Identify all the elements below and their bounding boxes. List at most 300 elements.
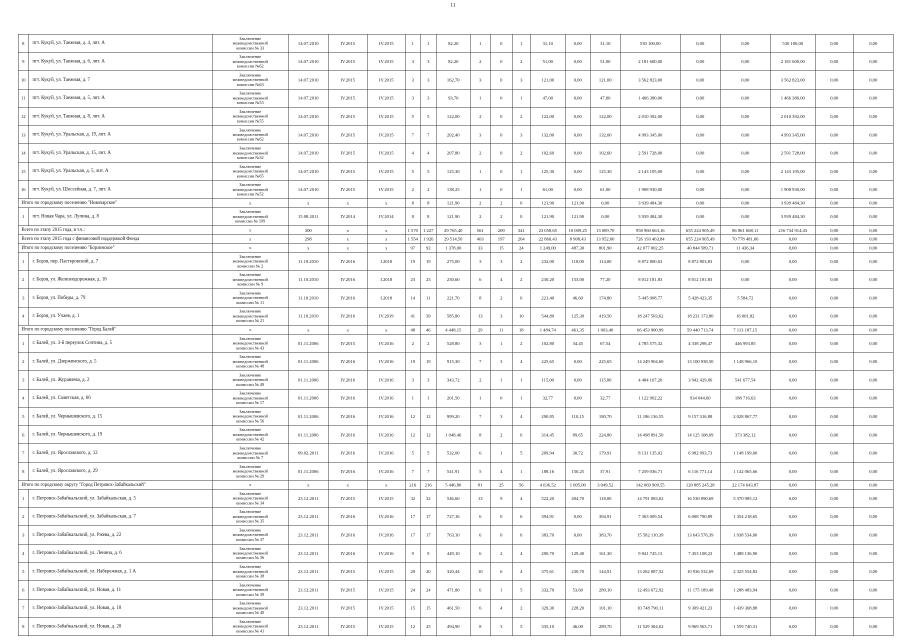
cell-resettled-area-total: 32,77 (530, 389, 565, 407)
cell-cost-fund: 0,00 (680, 144, 720, 162)
cell-cost-extra: 0,00 (815, 226, 853, 235)
cell-apartments-private: 0 (490, 34, 512, 52)
total-row (18, 199, 893, 208)
cell-residents-resettled: 9 (420, 544, 436, 562)
total-row-label: Итого по городскому округу "Город Петровск-Забайкальский" (18, 481, 212, 490)
cell-cost-other: 0,00 (853, 53, 893, 71)
table-row (18, 89, 893, 107)
cell-apartments-municipal: 1 (512, 162, 530, 180)
cell-address: пгт. Кукуй, ул. Уральская, д. 19, лит. А (28, 126, 212, 144)
cell-row-number: 5 (18, 563, 28, 581)
cell-apartments-private: 4 (490, 462, 512, 480)
cell-cost-local-budget: 0,00 (770, 617, 815, 635)
cell-apartments-private: 1 (490, 444, 512, 462)
cell-apartments-total: 8 (470, 426, 490, 444)
cell-planned-completion: IV.2016 (328, 252, 367, 270)
cell-address: пгт. Кукуй, ул. Таежная, д. 5, лит. А (28, 89, 212, 107)
cell-cost-local-budget: 4 993 345,00 (770, 126, 815, 144)
cell-cost-extra: 0,00 (815, 53, 853, 71)
cell-resettled-area-private: 0,00 (565, 526, 590, 544)
cell-actual-completion: IV.2016 (367, 407, 405, 425)
cell-cost-other: 0,00 (853, 544, 893, 562)
cell-row-number: 3 (18, 371, 28, 389)
cell-resettled-area-total: 102,60 (530, 144, 565, 162)
cell-cost-total: 14 498 891,50 (620, 426, 680, 444)
cell-resettled-area-private: 0,00 (565, 89, 590, 107)
cell-apartments-private: 2 (490, 199, 512, 208)
cell-resettled-area-municipal: 31,10 (590, 34, 620, 52)
cell-cost-local-budget: 0,00 (770, 235, 815, 244)
cell-apartments-private: 15 (490, 244, 512, 253)
cell-cost-regional-budget: 0,00 (720, 53, 770, 71)
cell-act-date: 23.12.2011 (288, 526, 328, 544)
table-row (18, 462, 893, 480)
cell-residents-planned: 15 (405, 599, 420, 617)
cell-apartments-total: 8 (470, 289, 490, 307)
cell-address: пгт. Кукуй, ул. Таежная, д. 7 (28, 71, 212, 89)
cell-cost-regional-budget: 16 001,82 (720, 307, 770, 325)
cell-apartments-total: 6 (470, 508, 490, 526)
cell-resettled-area-private: 228,20 (565, 599, 590, 617)
cell-cost-total: 1 466 380,00 (620, 89, 680, 107)
cell-apartments-private: 1 (490, 371, 512, 389)
cell-house-area: 138,25 (436, 181, 470, 199)
cell-address: г. Петровск-Забайкальский, ул. Забайкальская, д. 7 (28, 508, 212, 526)
cell-residents-planned: 12 (405, 426, 420, 444)
cell-address: пгт. Кукуй, ул. Таежная, д. 8, лит. А (28, 107, 212, 125)
cell-cost-fund: 0,00 (680, 53, 720, 71)
cell-resettled-area-total: 375,61 (530, 563, 565, 581)
cell-apartments-municipal: 2 (512, 252, 530, 270)
cell-address: г. Петровск-Забайкальский, ул. Набережная, д. 1 А (28, 563, 212, 581)
cell-house-area: 82,20 (436, 34, 470, 52)
cell-inspection-act: Заключение межведомственной комиссии №65 (212, 162, 288, 180)
cell-resettled-area-municipal: 289,10 (590, 581, 620, 599)
cell-resettled-area-private: 461,35 (565, 325, 590, 334)
cell-cost-total: 11 186 136,55 (620, 407, 680, 425)
cell-cost-other: 0,00 (853, 371, 893, 389)
cell-apartments-total: 1 (470, 34, 490, 52)
cell-cost-extra: 0,00 (815, 563, 853, 581)
cell-resettled-area-total: 121,90 (530, 199, 565, 208)
total-row (18, 481, 893, 490)
cell-cost-extra: 0,00 (815, 71, 853, 89)
cell-residents-resettled: 3 (420, 71, 436, 89)
cell-resettled-area-private: 10 009,25 (565, 226, 590, 235)
cell-inspection-act: Заключение межведомственной комиссии № 2 (212, 252, 288, 270)
cell-apartments-private: 3 (490, 252, 512, 270)
cell-cost-other: 0,00 (853, 563, 893, 581)
cell-apartments-municipal: 4 (512, 563, 530, 581)
table-row (18, 489, 893, 507)
cell-cost-fund: 6 116 771,14 (680, 462, 720, 480)
cell-actual-completion: IV.2016 (367, 389, 405, 407)
cell-residents-resettled: 1 (420, 34, 436, 52)
cell-inspection-act: Заключение межведомственной комиссии №52 (212, 181, 288, 199)
cell-apartments-private: 0 (490, 107, 512, 125)
cell-resettled-area-total: 47,00 (530, 89, 565, 107)
table-row (18, 563, 893, 581)
cell-apartments-total: 3 (470, 334, 490, 352)
cell-apartments-total: 5 (470, 462, 490, 480)
cell-residents-planned: 8 (405, 199, 420, 208)
cell-act-date: 15.08.2011 (288, 208, 328, 226)
cell-apartments-total: 33 (470, 244, 490, 253)
cell-planned-completion: IV.2015 (328, 107, 367, 125)
cell-resettled-area-total: 1 249,00 (530, 244, 565, 253)
cell-cost-regional-budget: 0,00 (720, 252, 770, 270)
cell-cost-total: 530 100,00 (620, 34, 680, 52)
cell-residents-planned: 1 (405, 389, 420, 407)
cell-cost-fund: 59 440 713,74 (680, 325, 720, 334)
cell-resettled-area-total: 290,70 (530, 544, 565, 562)
cell-actual-completion: IV.2015 (367, 89, 405, 107)
cell-cost-extra: 0,00 (815, 581, 853, 599)
cell-apartments-total: 2 (470, 208, 490, 226)
cell-address: г. Балей, ул. Ярославского, д. 29 (28, 462, 212, 480)
cell-cost-regional-budget: 0,00 (720, 126, 770, 144)
cell-cost-total: 3 939 484,30 (620, 208, 680, 226)
cell-cost-extra: 0,00 (815, 162, 853, 180)
cell-cost-local-budget: 2 181 600,00 (770, 53, 815, 71)
cell-act-date: 23.12.2011 (288, 508, 328, 526)
cell-house-area: 122,00 (436, 107, 470, 125)
cell-cost-extra: 0,00 (815, 334, 853, 352)
cell-cost-extra: 0,00 (815, 181, 853, 199)
cell-house-area: 121,90 (436, 208, 470, 226)
cell-apartments-municipal: 6 (512, 426, 530, 444)
cell-inspection-act: Заключение межведомственной комиссии № 56 (212, 407, 288, 425)
total-row-label: Всего по этапу 2015 года с финансовой поддержкой Фонда (18, 235, 212, 244)
cell-planned-completion: IV.2015 (328, 599, 367, 617)
cell-house-area: 585,80 (436, 307, 470, 325)
cell-actual-completion: I.2018 (367, 289, 405, 307)
table-row (18, 252, 893, 270)
cell-row-number: 9 (18, 53, 28, 71)
cell-apartments-total: 6 (470, 599, 490, 617)
cell-cost-fund: 10 936 532,69 (680, 563, 720, 581)
cell-house-area: 461,50 (436, 599, 470, 617)
cell-residents-planned: 3 (405, 71, 420, 89)
cell-cost-extra: 0,00 (815, 407, 853, 425)
cell-cost-local-budget: 2 143 105,00 (770, 162, 815, 180)
table-container (18, 34, 893, 636)
table-row (18, 508, 893, 526)
total-row-label: Итого по городскому поселению "Новочарское" (18, 199, 212, 208)
table-row (18, 289, 893, 307)
cell-apartments-total: 3 (470, 126, 490, 144)
cell-planned-completion: IV.2015 (328, 71, 367, 89)
cell-cost-other: 0,00 (853, 181, 893, 199)
cell-cost-extra: 0,00 (815, 144, 853, 162)
cell-resettled-area-municipal: 225,65 (590, 353, 620, 371)
cell-row-number: 6 (18, 581, 28, 599)
cell-cost-fund: 0,00 (680, 34, 720, 52)
table-row (18, 334, 893, 352)
cell-actual-completion: IV.2014 (367, 208, 405, 226)
table-row (18, 181, 893, 199)
cell-cost-fund: 0,00 (680, 199, 720, 208)
cell-resettled-area-total: 31,10 (530, 34, 565, 52)
cell-cost-total: 142 069 909,55 (620, 481, 680, 490)
cell-residents-resettled: 32 (420, 489, 436, 507)
cell-cost-local-budget: 0,00 (770, 489, 815, 507)
table-row (18, 53, 893, 71)
table-row (18, 526, 893, 544)
cell-cost-total: 42 077 002,25 (620, 244, 680, 253)
cell-apartments-private: 1 (490, 334, 512, 352)
cell-residents-planned: 7 (405, 126, 420, 144)
cell-planned-completion: IV.2016 (328, 544, 367, 562)
cell-residents-resettled: 92 (420, 244, 436, 253)
cell-act-date: 14.07.2010 (288, 71, 328, 89)
cell-residents-planned: 1 (405, 34, 420, 52)
cell-row-number: 8 (18, 617, 28, 635)
cell-apartments-total: 6 (470, 544, 490, 562)
cell-actual-completion: x (367, 199, 405, 208)
cell-cost-fund: 6 982 993,73 (680, 444, 720, 462)
cell-row-number: 5 (18, 407, 28, 425)
table-row (18, 544, 893, 562)
cell-resettled-area-municipal: 224,80 (590, 426, 620, 444)
cell-cost-other: 0,00 (853, 252, 893, 270)
cell-resettled-area-municipal: 3 049,52 (590, 481, 620, 490)
cell-actual-completion: x (367, 244, 405, 253)
cell-address: г. Петровск-Забайкальский, ул. Новая, д. 18 (28, 599, 212, 617)
cell-cost-fund: 655 224 905,49 (680, 226, 720, 235)
cell-address: г. Петровск-Забайкальский, ул. Новая, д. 20 (28, 617, 212, 635)
cell-planned-completion: IV.2016 (328, 407, 367, 425)
total-row (18, 235, 893, 244)
cell-residents-resettled: 17 (420, 526, 436, 544)
cell-apartments-municipal: 5 (512, 617, 530, 635)
cell-inspection-act: x (212, 235, 288, 244)
cell-cost-other: 0,00 (853, 126, 893, 144)
cell-cost-other: 0,00 (853, 244, 893, 253)
cell-apartments-municipal: 1 (512, 89, 530, 107)
cell-resettled-area-municipal: 801,90 (590, 244, 620, 253)
cell-resettled-area-municipal: 174,80 (590, 289, 620, 307)
cell-resettled-area-private: 404,70 (565, 489, 590, 507)
cell-cost-local-budget: 0,00 (770, 407, 815, 425)
page-number-container (443, 2, 463, 10)
cell-house-area: 275,00 (436, 252, 470, 270)
cell-row-number: 11 (18, 89, 28, 107)
cell-resettled-area-municipal: 132,00 (590, 126, 620, 144)
cell-residents-resettled: 12 (420, 407, 436, 425)
cell-apartments-municipal: 24 (512, 244, 530, 253)
cell-apartments-private: 0 (490, 508, 512, 526)
cell-resettled-area-municipal: 13 952,00 (590, 235, 620, 244)
cell-resettled-area-total: 188,16 (530, 462, 565, 480)
cell-actual-completion: IV.2015 (367, 71, 405, 89)
cell-cost-regional-budget: 22 174 643,87 (720, 481, 770, 490)
cell-planned-completion: IV.2015 (328, 126, 367, 144)
cell-resettled-area-total: 230,20 (530, 271, 565, 289)
cell-planned-completion: IV.2015 (328, 489, 367, 507)
cell-act-date: x (288, 199, 328, 208)
cell-cost-extra: 0,00 (815, 526, 853, 544)
cell-inspection-act: x (212, 481, 288, 490)
cell-actual-completion: IV.2019 (367, 307, 405, 325)
cell-inspection-act: Заключение межведомственной комиссии № 11 (212, 289, 288, 307)
cell-resettled-area-private: 30,72 (565, 444, 590, 462)
cell-cost-extra: 0,00 (815, 107, 853, 125)
cell-cost-local-budget: 1 908 930,00 (770, 181, 815, 199)
cell-residents-planned: 2 (405, 334, 420, 352)
cell-resettled-area-total: 23 058,65 (530, 226, 565, 235)
cell-residents-planned: 7 (405, 462, 420, 480)
cell-resettled-area-municipal: 0,00 (590, 199, 620, 208)
cell-cost-local-budget: 0,00 (770, 581, 815, 599)
cell-residents-resettled: 19 (420, 252, 436, 270)
cell-inspection-act: Заключение межведомственной комиссии № 49 (212, 371, 288, 389)
cell-inspection-act: Заключение межведомственной комиссии №32 (212, 144, 288, 162)
cell-apartments-municipal: 4 (512, 544, 530, 562)
cell-cost-total: 2 010 392,00 (620, 107, 680, 125)
cell-residents-planned: 41 (405, 307, 420, 325)
cell-cost-regional-budget: 1 439 368,88 (720, 599, 770, 617)
cell-house-area: 125,30 (436, 162, 470, 180)
cell-house-area: 1 048,46 (436, 426, 470, 444)
cell-apartments-municipal: 6 (512, 508, 530, 526)
cell-inspection-act: Заключение межведомственной комиссии № 48 (212, 353, 288, 371)
cell-resettled-area-private: 150,25 (565, 462, 590, 480)
cell-residents-resettled: 3 (420, 371, 436, 389)
cell-cost-other: 0,00 (853, 599, 893, 617)
cell-row-number: 4 (18, 307, 28, 325)
cell-act-date: 23.12.2011 (288, 544, 328, 562)
cell-resettled-area-private: 129,40 (565, 544, 590, 562)
cell-residents-resettled: 3 (420, 53, 436, 71)
cell-cost-total: 8 872 800,63 (620, 252, 680, 270)
cell-house-area: 546,60 (436, 489, 470, 507)
cell-residents-planned: 19 (405, 252, 420, 270)
cell-actual-completion: x (367, 226, 405, 235)
cell-cost-total: 12 493 672,92 (620, 581, 680, 599)
cell-actual-completion: IV.2015 (367, 617, 405, 635)
cell-actual-completion: IV.2015 (367, 162, 405, 180)
cell-planned-completion: IV.2016 (328, 462, 367, 480)
cell-act-date: 14.07.2010 (288, 53, 328, 71)
cell-act-date: 23.12.2011 (288, 617, 328, 635)
cell-row-number: 4 (18, 544, 28, 562)
cell-cost-extra: 0,00 (815, 599, 853, 617)
table-row (18, 389, 893, 407)
cell-apartments-total: 403 (470, 235, 490, 244)
table-row (18, 581, 893, 599)
cell-row-number: 8 (18, 34, 28, 52)
cell-apartments-municipal: 1 (512, 181, 530, 199)
cell-resettled-area-municipal: 102,60 (590, 144, 620, 162)
cell-house-area: 201,50 (436, 389, 470, 407)
cell-address: пгт. Кукуй, ул. Таежная, д. 6, лит. А (28, 53, 212, 71)
cell-residents-resettled: 1 926 (420, 235, 436, 244)
cell-resettled-area-municipal: 101,10 (590, 599, 620, 617)
cell-cost-regional-budget: 86 861 668,11 (720, 226, 770, 235)
cell-planned-completion: IV.2015 (328, 563, 367, 581)
cell-inspection-act: x (212, 325, 288, 334)
cell-act-date: 300 (288, 226, 328, 235)
cell-inspection-act: Заключение межведомственной комиссии № 21 (212, 307, 288, 325)
cell-cost-regional-budget: 188 716,63 (720, 389, 770, 407)
cell-cost-other: 0,00 (853, 581, 893, 599)
cell-cost-extra: 0,00 (815, 89, 853, 107)
cell-apartments-municipal: 6 (512, 289, 530, 307)
cell-house-area: 1 378,00 (436, 244, 470, 253)
cell-residents-planned: 32 (405, 489, 420, 507)
cell-resettled-area-municipal: 115,00 (590, 371, 620, 389)
cell-cost-total: 10 748 790,11 (620, 599, 680, 617)
cell-act-date: 298 (288, 235, 328, 244)
cell-apartments-private: 0 (490, 126, 512, 144)
cell-residents-resettled: 15 (420, 599, 436, 617)
cell-actual-completion: x (367, 235, 405, 244)
cell-apartments-total: 3 (470, 71, 490, 89)
cell-address: пгт. Кукуй, ул. Таежная, д. 4, лит. А (28, 34, 212, 52)
cell-planned-completion: IV.2016 (328, 508, 367, 526)
cell-cost-fund: 655 224 905,49 (680, 235, 720, 244)
cell-resettled-area-private: 230,70 (565, 563, 590, 581)
cell-house-area: 202,40 (436, 126, 470, 144)
table-row (18, 162, 893, 180)
cell-planned-completion: x (328, 235, 367, 244)
cell-inspection-act: Заключение межведомственной комиссии № 7 (212, 444, 288, 462)
cell-act-date: 14.07.2010 (288, 126, 328, 144)
cell-house-area: 29 514,50 (436, 235, 470, 244)
cell-act-date: 11.10.2010 (288, 307, 328, 325)
cell-cost-other: 0,00 (853, 271, 893, 289)
cell-cost-regional-budget: 1 288 483,94 (720, 581, 770, 599)
cell-act-date: 11.10.2010 (288, 271, 328, 289)
cell-house-area: 449,10 (436, 544, 470, 562)
cell-cost-other: 0,00 (853, 307, 893, 325)
total-row (18, 244, 893, 253)
cell-cost-fund: 11 175 189,48 (680, 581, 720, 599)
cell-cost-extra: 0,00 (815, 489, 853, 507)
cell-actual-completion: IV.2016 (367, 426, 405, 444)
cell-resettled-area-total: 1 484,74 (530, 325, 565, 334)
cell-cost-extra: 0,00 (815, 444, 853, 462)
cell-row-number: 8 (18, 462, 28, 480)
cell-inspection-act: Заключение межведомственной комиссии № 39 (212, 581, 288, 599)
cell-apartments-private: 0 (490, 89, 512, 107)
cell-resettled-area-municipal: 67,54 (590, 334, 620, 352)
cell-apartments-total: 13 (470, 489, 490, 507)
cell-cost-other: 0,00 (853, 325, 893, 334)
total-row-label: Всего по этапу 2015 года, в т.ч.: (18, 226, 212, 235)
cell-residents-planned: 24 (405, 581, 420, 599)
cell-apartments-municipal: 56 (512, 481, 530, 490)
cell-cost-fund: 0,00 (680, 89, 720, 107)
cell-cost-other: 0,00 (853, 199, 893, 208)
page-number: 11 (450, 2, 456, 8)
table-row (18, 107, 893, 125)
cell-residents-planned: 12 (405, 407, 420, 425)
cell-cost-total: 15 582 110,39 (620, 526, 680, 544)
cell-act-date: 01.11.2006 (288, 371, 328, 389)
cell-cost-total: 2 143 105,00 (620, 162, 680, 180)
cell-cost-other: 0,00 (853, 389, 893, 407)
cell-resettled-area-total: 125,30 (530, 162, 565, 180)
table-row (18, 307, 893, 325)
cell-cost-other: 0,00 (853, 462, 893, 480)
cell-act-date: x (288, 244, 328, 253)
cell-planned-completion: IV.2015 (328, 162, 367, 180)
cell-inspection-act: Заключение межведомственной комиссии № 36 (212, 544, 288, 562)
cell-planned-completion: IV.2015 (328, 34, 367, 52)
cell-row-number: 3 (18, 289, 28, 307)
